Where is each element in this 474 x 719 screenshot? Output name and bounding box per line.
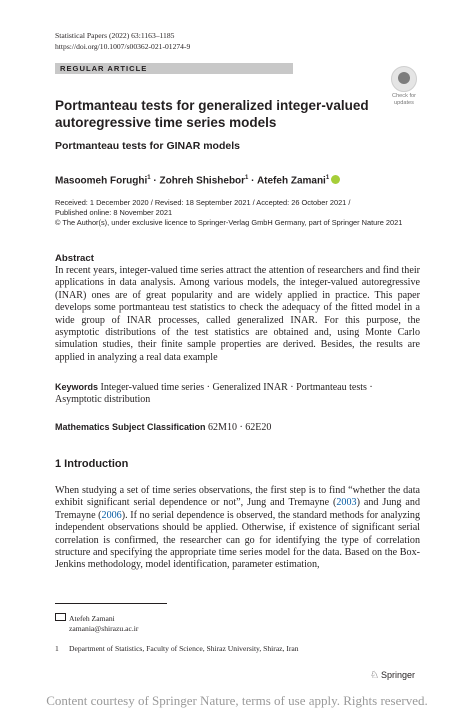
keywords-block [55, 381, 420, 407]
author-affil: 1 [147, 175, 151, 181]
keywords-text: Integer-valued time series · Generalized INAR · Portmanteau tests · Asymptotic distribution [55, 382, 373, 406]
abstract-heading: Abstract [55, 253, 94, 264]
affiliation-text: Department of Statistics, Faculty of Science, Shiraz University, Shiraz, Iran [69, 644, 299, 653]
msc-block [55, 421, 271, 434]
author-name[interactable]: Masoomeh Forughi [55, 175, 148, 187]
author-affil: 1 [245, 175, 249, 181]
corresponding-name: Atefeh Zamani [69, 614, 115, 623]
introduction-heading: 1 Introduction [55, 458, 129, 470]
abstract-text: In recent years, integer-valued time series attract the attention of researchers and find their applications in data analysis. Among various models, the integer-valued autoregressive (INAR) ones are of great popularity and are widely applied in practice. This paper develops some portmanteau test statistics to check the adequacy of the fitted model in a wide group of INAR processes, called generalized INAR. For this purpose, the asymptotic distributions of the test statistics are obtained and, using Monte Carlo simulation studies, their finite sample properties are derived. Besides, the results are applied in analyzing a real data example [55, 265, 420, 363]
affiliation-footnote [55, 644, 299, 654]
publisher-name: Springer [380, 670, 415, 680]
footnote-rule [55, 603, 167, 604]
publication-dates [55, 198, 425, 229]
orcid-icon[interactable] [331, 175, 340, 184]
envelope-icon [55, 613, 66, 621]
intro-text-part: When studying a set of time series observations, the first step is to find “whether the data exhibit significant serial dependence or not”, Jung and Tremayne ( [55, 485, 420, 509]
introduction-text [55, 485, 420, 572]
dates-line1: Received: 1 December 2020 / Revised: 18 September 2021 / Accepted: 26 October 2021 / [55, 198, 351, 207]
springer-logo [370, 669, 415, 682]
doi-link[interactable]: https://doi.org/10.1007/s00362-021-01274-9 [55, 42, 191, 51]
springer-horse-icon: ♘ [370, 670, 379, 681]
author-separator: · [153, 175, 157, 187]
affiliation-number: 1 [55, 644, 59, 653]
badge-line2: updates [394, 100, 414, 106]
paper-subtitle: Portmanteau tests for GINAR models [55, 140, 240, 152]
journal-citation [55, 30, 190, 52]
author-list [55, 171, 340, 188]
update-icon [391, 66, 417, 92]
corresponding-author [55, 613, 138, 634]
article-type-label: REGULAR ARTICLE [60, 64, 148, 73]
author-name[interactable]: Atefeh Zamani [256, 175, 326, 187]
dates-line2: Published online: 8 November 2021 [55, 208, 173, 218]
keywords-label: Keywords [55, 382, 99, 392]
msc-label: Mathematics Subject Classification [55, 422, 206, 432]
citation-link[interactable]: 2006 [101, 509, 122, 521]
corresponding-email[interactable]: zamania@shirazu.ac.ir [69, 624, 139, 634]
author-name[interactable]: Zohreh Shishebor [159, 175, 246, 187]
paper-title: Portmanteau tests for generalized integer-valued autoregressive time series models [55, 98, 369, 130]
citation-link[interactable]: 2003 [336, 497, 357, 509]
author-separator: · [251, 175, 255, 187]
copyright-line: © The Author(s), under exclusive licence to Springer-Verlag GmbH Germany, part of Springer Nature 2021 [55, 218, 403, 228]
intro-text-part: ). If no serial dependence is observed, the standard methods for analyzing independent observations should be applied. Otherwise, if existence of significant serial correlation is confirmed, the researcher can go for identifying the type of correlation structure and specifying the appropriate time series model for the data. Based on the Box-Jenkins methodology, model identification, parameter estimation, [55, 509, 420, 571]
journal-line: Statistical Papers (2022) 63:1163–1185 [55, 31, 175, 40]
badge-line1: Check for [392, 93, 416, 99]
author-affil: 1 [325, 175, 330, 181]
msc-codes: 62M10 · 62E20 [208, 422, 272, 433]
courtesy-notice: Content courtesy of Springer Nature, terms of use apply. Rights reserved. [46, 693, 428, 708]
intro-text-part: ) and Jung and Tremayne ( [55, 497, 420, 521]
